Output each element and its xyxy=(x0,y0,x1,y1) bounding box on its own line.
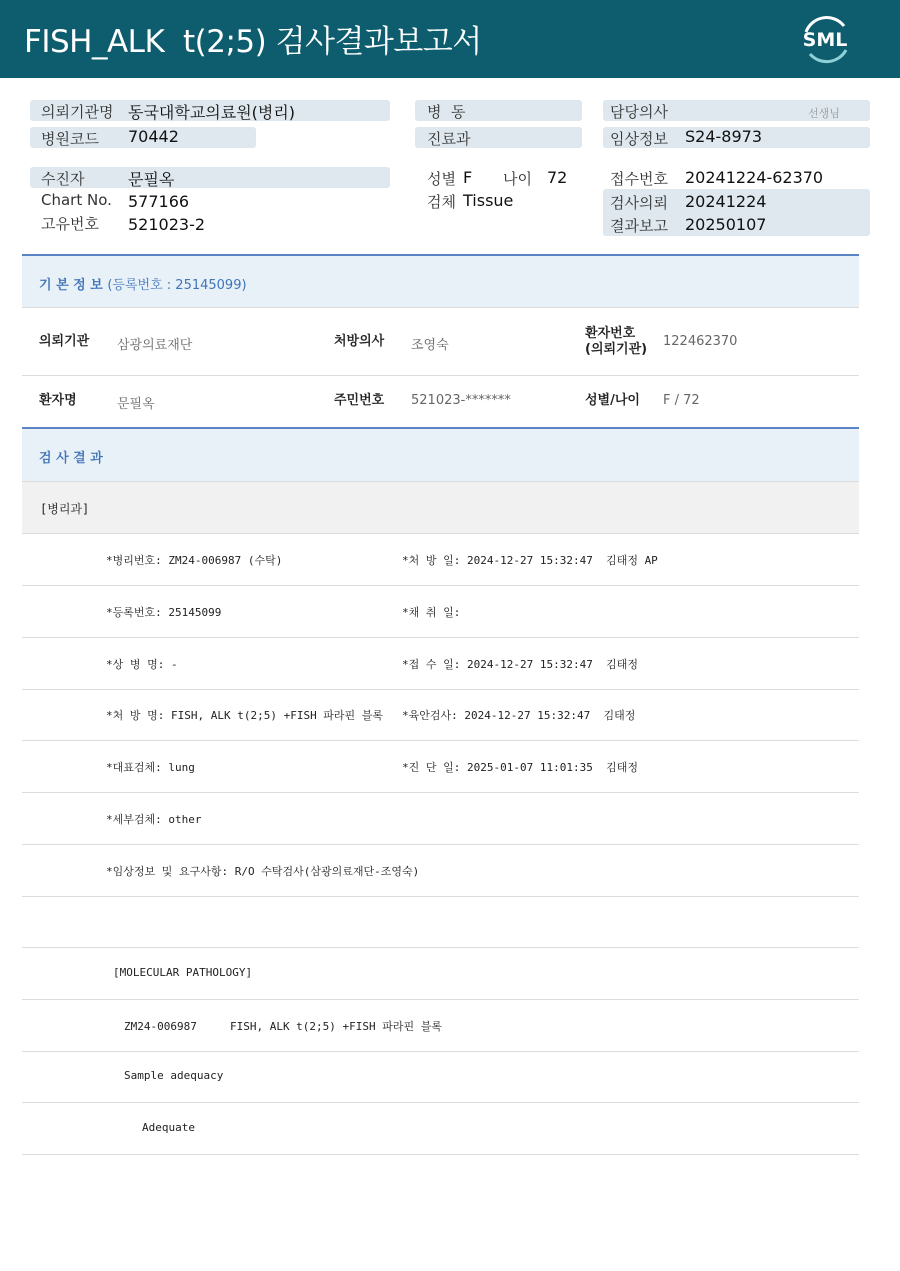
basic-info-header xyxy=(22,254,859,308)
report-title: FISH_ALK t(2;5) 검사결과보고서 xyxy=(24,24,482,60)
code-label: 병원코드 xyxy=(41,130,99,148)
result-row xyxy=(22,1000,859,1052)
rrn-key: 주민번호 xyxy=(334,393,385,408)
result-row xyxy=(22,741,859,793)
molecular-pathology-heading: [MOLECULAR PATHOLOGY] xyxy=(113,966,253,979)
logo-text: SML xyxy=(802,29,848,51)
result-right: *채 취 일: xyxy=(402,606,461,619)
basic-info-reg: (등록번호 : 25145099) xyxy=(107,278,247,293)
doctor-val: 조영숙 xyxy=(411,338,449,353)
result-row xyxy=(22,1051,859,1103)
inst-value: 동국대학교의료원(병리) xyxy=(128,103,296,122)
unique-label: 고유번호 xyxy=(41,215,99,233)
result-row xyxy=(22,793,859,845)
clinical-label: 임상정보 xyxy=(610,130,668,148)
unique-value: 521023-2 xyxy=(128,215,206,234)
result-right: *접 수 일: 2024-12-27 15:32:47 김태정 xyxy=(402,658,638,671)
patient-label: 수진자 xyxy=(41,170,85,188)
result-right: *육안검사: 2024-12-27 15:32:47 김태정 xyxy=(402,709,636,722)
name-val: 문필옥 xyxy=(117,397,155,412)
inst-val: 삼광의료재단 xyxy=(117,338,193,353)
result-left: *세부검체: other xyxy=(106,813,202,826)
doctor-label: 담당의사 xyxy=(610,103,668,121)
request-label: 검사의뢰 xyxy=(610,194,668,212)
patient-no-val: 122462370 xyxy=(663,334,738,349)
result-left: *상 병 명: - xyxy=(106,658,178,671)
doctor-suffix: 선생님 xyxy=(808,107,840,120)
result-row-empty xyxy=(22,896,859,948)
result-row xyxy=(22,689,859,741)
receipt-value: 20241224-62370 xyxy=(685,168,824,187)
patient-no-key: 환자번호 (의뢰기관) xyxy=(585,326,648,357)
sexage-key: 성별/나이 xyxy=(585,393,640,408)
age-value: 72 xyxy=(547,168,568,187)
result-row xyxy=(22,534,859,586)
result-right: *처 방 일: 2024-12-27 15:32:47 김태정 AP xyxy=(402,554,658,567)
code-value: 70442 xyxy=(128,127,179,146)
rrn-val: 521023-******* xyxy=(411,393,511,408)
request-value: 20241224 xyxy=(685,192,767,211)
result-left: *등록번호: 25145099 xyxy=(106,606,222,619)
inst-label: 의뢰기관명 xyxy=(41,103,114,121)
dept-label-text: [병리과] xyxy=(40,502,90,516)
result-left: *대표검체: lung xyxy=(106,761,195,774)
result-row xyxy=(22,845,859,897)
result-left: *임상정보 및 요구사항: R/O 수탁검사(삼광의료재단-조영숙) xyxy=(106,865,420,878)
patient-value: 문필옥 xyxy=(128,170,175,189)
specimen-value: Tissue xyxy=(463,191,514,210)
inst-key: 의뢰기관 xyxy=(39,334,90,349)
sml-logo xyxy=(796,12,854,66)
basic-row-2 xyxy=(22,376,859,429)
result-row xyxy=(22,638,859,690)
ward-label: 병 동 xyxy=(427,103,466,121)
result-left: Sample adequacy xyxy=(124,1069,224,1082)
chart-value: 577166 xyxy=(128,192,190,211)
results-title: 검 사 결 과 xyxy=(39,451,103,466)
chart-label: Chart No. xyxy=(41,191,112,209)
sex-label: 성별 xyxy=(427,170,456,188)
name-key: 환자명 xyxy=(39,393,77,408)
report-header-banner xyxy=(0,0,900,78)
result-left: ZM24-006987 FISH, ALK t(2;5) +FISH 파라핀 블록 xyxy=(124,1020,443,1033)
dept-label: 진료과 xyxy=(427,130,471,148)
doctor-key: 처방의사 xyxy=(334,334,385,349)
results-header xyxy=(22,429,859,482)
result-right: *진 단 일: 2025-01-07 11:01:35 김태정 xyxy=(402,761,638,774)
result-left: Adequate xyxy=(142,1121,195,1134)
result-row xyxy=(22,1103,859,1155)
receipt-label: 접수번호 xyxy=(610,170,668,188)
clinical-value: S24-8973 xyxy=(685,127,763,146)
result-left: *처 방 명: FISH, ALK t(2;5) +FISH 파라핀 블록 xyxy=(106,709,384,722)
dept-row xyxy=(22,482,859,534)
sex-value: F xyxy=(463,168,473,187)
basic-info-title: 기 본 정 보 (등록번호 : 25145099) xyxy=(39,278,247,293)
result-row xyxy=(22,948,859,1000)
report-value: 20250107 xyxy=(685,215,767,234)
basic-row-1 xyxy=(22,308,859,376)
result-row xyxy=(22,586,859,638)
result-left: *병리번호: ZM24-006987 (수탁) xyxy=(106,554,283,567)
report-label: 결과보고 xyxy=(610,217,668,235)
specimen-label: 검체 xyxy=(427,193,456,211)
age-label: 나이 xyxy=(503,170,532,188)
sexage-val: F / 72 xyxy=(663,393,700,408)
